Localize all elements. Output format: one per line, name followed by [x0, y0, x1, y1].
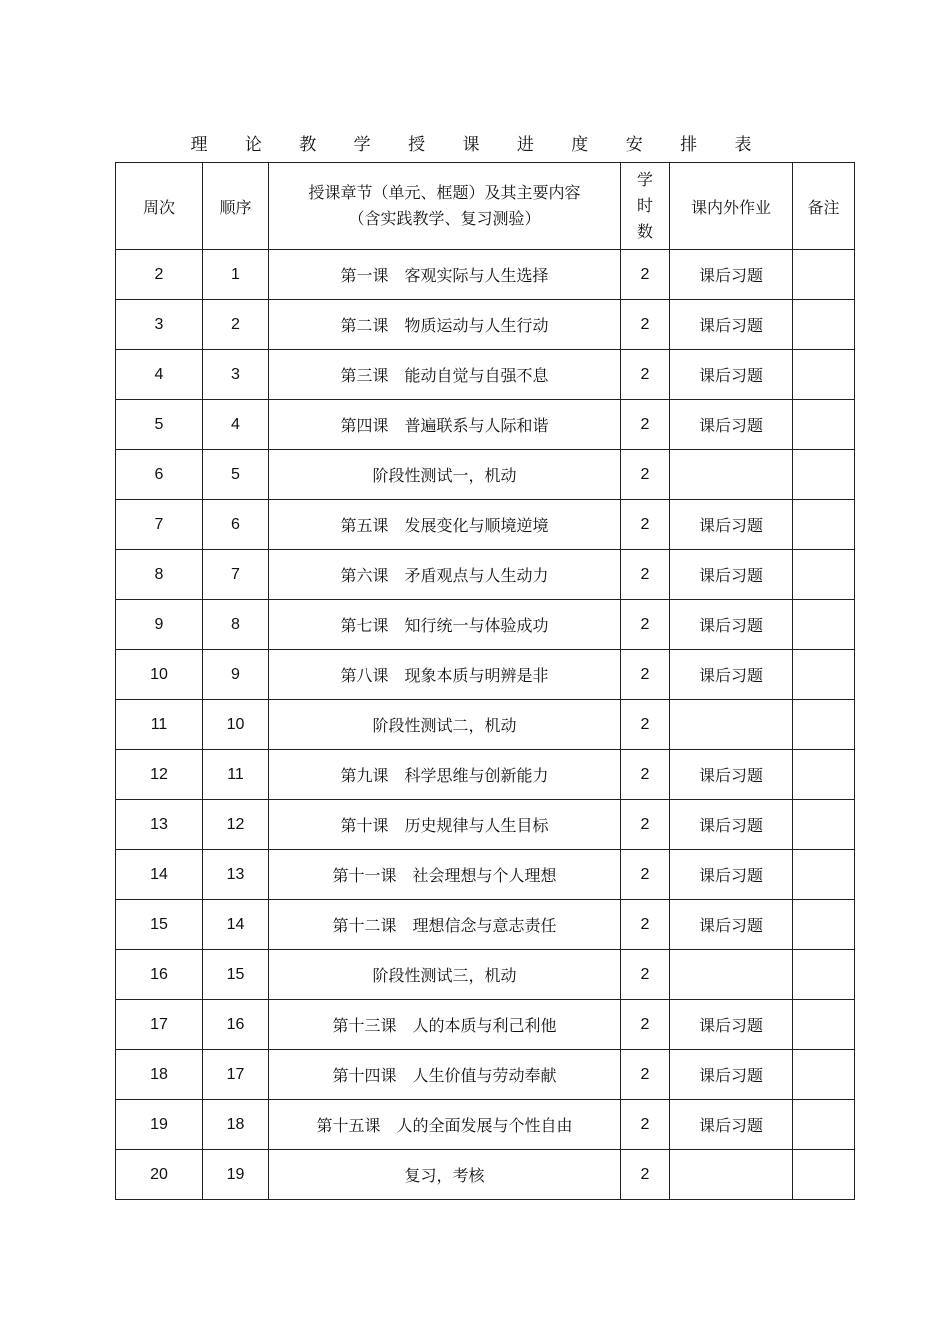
cell-week: 2: [116, 250, 203, 300]
cell-hours: 2: [621, 500, 670, 550]
table-row: [116, 650, 855, 700]
cell-remarks: [793, 450, 855, 500]
cell-order: 18: [203, 1100, 269, 1150]
cell-remarks: [793, 1000, 855, 1050]
cell-week: 7: [116, 500, 203, 550]
cell-week: 20: [116, 1150, 203, 1200]
cell-remarks: [793, 850, 855, 900]
cell-order: 19: [203, 1150, 269, 1200]
cell-hours: 2: [621, 1100, 670, 1150]
cell-hours: 2: [621, 1000, 670, 1050]
cell-hours: 2: [621, 950, 670, 1000]
cell-remarks: [793, 550, 855, 600]
table-row: [116, 350, 855, 400]
cell-content: 复习，考核: [269, 1150, 621, 1200]
table-row: [116, 600, 855, 650]
cell-week: 6: [116, 450, 203, 500]
schedule-table: [115, 162, 855, 1200]
cell-remarks: [793, 650, 855, 700]
cell-homework: 课后习题: [670, 500, 793, 550]
cell-week: 18: [116, 1050, 203, 1100]
cell-remarks: [793, 750, 855, 800]
cell-remarks: [793, 1100, 855, 1150]
cell-content: 阶段性测试二，机动: [269, 700, 621, 750]
cell-week: 4: [116, 350, 203, 400]
cell-order: 9: [203, 650, 269, 700]
cell-remarks: [793, 1050, 855, 1100]
cell-homework: 课后习题: [670, 1100, 793, 1150]
cell-hours: 2: [621, 350, 670, 400]
cell-hours: 2: [621, 700, 670, 750]
cell-hours: 2: [621, 800, 670, 850]
cell-content: 第十一课 社会理想与个人理想: [269, 850, 621, 900]
cell-homework: 课后习题: [670, 350, 793, 400]
cell-hours: 2: [621, 1050, 670, 1100]
table-row: [116, 250, 855, 300]
cell-homework: [670, 950, 793, 1000]
cell-week: 11: [116, 700, 203, 750]
cell-hours: 2: [621, 400, 670, 450]
cell-week: 16: [116, 950, 203, 1000]
cell-homework: [670, 700, 793, 750]
table-row: [116, 800, 855, 850]
cell-content: 第三课 能动自觉与自强不息: [269, 350, 621, 400]
cell-remarks: [793, 700, 855, 750]
cell-homework: [670, 450, 793, 500]
cell-order: 1: [203, 250, 269, 300]
cell-order: 8: [203, 600, 269, 650]
header-content: [269, 163, 621, 250]
header-hours: [621, 163, 670, 250]
table-row: [116, 1150, 855, 1200]
cell-content: 第四课 普遍联系与人际和谐: [269, 400, 621, 450]
cell-order: 12: [203, 800, 269, 850]
table-row: [116, 500, 855, 550]
cell-hours: 2: [621, 750, 670, 800]
cell-content: 第二课 物质运动与人生行动: [269, 300, 621, 350]
cell-week: 3: [116, 300, 203, 350]
cell-week: 15: [116, 900, 203, 950]
header-content-line2: （含实践教学、复习测验）: [348, 209, 541, 228]
header-remarks: 备注: [793, 163, 855, 250]
cell-remarks: [793, 900, 855, 950]
cell-content: 第一课 客观实际与人生选择: [269, 250, 621, 300]
header-week: 周次: [116, 163, 203, 250]
cell-hours: 2: [621, 900, 670, 950]
table-row: [116, 1100, 855, 1150]
cell-content: 第五课 发展变化与顺境逆境: [269, 500, 621, 550]
cell-remarks: [793, 1150, 855, 1200]
cell-order: 2: [203, 300, 269, 350]
cell-week: 17: [116, 1000, 203, 1050]
cell-homework: 课后习题: [670, 800, 793, 850]
cell-content: 第十五课 人的全面发展与个性自由: [269, 1100, 621, 1150]
cell-homework: 课后习题: [670, 900, 793, 950]
cell-order: 6: [203, 500, 269, 550]
cell-homework: 课后习题: [670, 550, 793, 600]
cell-hours: 2: [621, 550, 670, 600]
table-row: [116, 950, 855, 1000]
cell-remarks: [793, 350, 855, 400]
cell-hours: 2: [621, 250, 670, 300]
cell-hours: 2: [621, 300, 670, 350]
cell-homework: [670, 1150, 793, 1200]
cell-content: 阶段性测试一，机动: [269, 450, 621, 500]
cell-homework: 课后习题: [670, 750, 793, 800]
table-row: [116, 1050, 855, 1100]
cell-remarks: [793, 500, 855, 550]
cell-remarks: [793, 300, 855, 350]
cell-week: 10: [116, 650, 203, 700]
table-row: [116, 450, 855, 500]
cell-hours: 2: [621, 650, 670, 700]
cell-order: 16: [203, 1000, 269, 1050]
table-row: [116, 400, 855, 450]
cell-order: 14: [203, 900, 269, 950]
cell-hours: 2: [621, 850, 670, 900]
table-row: [116, 1000, 855, 1050]
schedule-body: [116, 250, 855, 1200]
cell-remarks: [793, 250, 855, 300]
cell-content: 第十四课 人生价值与劳动奉献: [269, 1050, 621, 1100]
cell-content: 第十二课 理想信念与意志责任: [269, 900, 621, 950]
cell-homework: 课后习题: [670, 300, 793, 350]
cell-homework: 课后习题: [670, 250, 793, 300]
table-row: [116, 900, 855, 950]
cell-remarks: [793, 950, 855, 1000]
table-row: [116, 750, 855, 800]
table-row: [116, 700, 855, 750]
cell-hours: 2: [621, 450, 670, 500]
header-hours-char-2: 时: [636, 196, 653, 215]
cell-order: 5: [203, 450, 269, 500]
cell-week: 8: [116, 550, 203, 600]
header-order: 顺序: [203, 163, 269, 250]
cell-order: 3: [203, 350, 269, 400]
cell-week: 5: [116, 400, 203, 450]
cell-homework: 课后习题: [670, 850, 793, 900]
table-row: [116, 300, 855, 350]
cell-order: 11: [203, 750, 269, 800]
cell-homework: 课后习题: [670, 1050, 793, 1100]
cell-content: 第六课 矛盾观点与人生动力: [269, 550, 621, 600]
table-row: [116, 850, 855, 900]
cell-content: 第十课 历史规律与人生目标: [269, 800, 621, 850]
cell-remarks: [793, 800, 855, 850]
cell-content: 第九课 科学思维与创新能力: [269, 750, 621, 800]
header-content-line1: 授课章节（单元、框题）及其主要内容: [308, 183, 581, 202]
cell-order: 4: [203, 400, 269, 450]
table-row: [116, 550, 855, 600]
cell-content: 第七课 知行统一与体验成功: [269, 600, 621, 650]
header-hours-char-1: 学: [636, 170, 653, 189]
cell-homework: 课后习题: [670, 400, 793, 450]
page-title: 理 论 教 学 授 课 进 度 安 排 表: [190, 135, 768, 155]
cell-homework: 课后习题: [670, 650, 793, 700]
cell-week: 9: [116, 600, 203, 650]
cell-content: 阶段性测试三，机动: [269, 950, 621, 1000]
header-hours-char-3: 数: [636, 222, 653, 241]
cell-remarks: [793, 400, 855, 450]
cell-order: 17: [203, 1050, 269, 1100]
cell-order: 7: [203, 550, 269, 600]
cell-week: 19: [116, 1100, 203, 1150]
cell-week: 12: [116, 750, 203, 800]
cell-homework: 课后习题: [670, 600, 793, 650]
cell-order: 13: [203, 850, 269, 900]
cell-week: 14: [116, 850, 203, 900]
cell-order: 10: [203, 700, 269, 750]
header-homework: 课内外作业: [670, 163, 793, 250]
cell-hours: 2: [621, 600, 670, 650]
cell-order: 15: [203, 950, 269, 1000]
header-row: [116, 163, 855, 250]
cell-content: 第十三课 人的本质与利己利他: [269, 1000, 621, 1050]
cell-week: 13: [116, 800, 203, 850]
cell-remarks: [793, 600, 855, 650]
cell-content: 第八课 现象本质与明辨是非: [269, 650, 621, 700]
cell-hours: 2: [621, 1150, 670, 1200]
cell-homework: 课后习题: [670, 1000, 793, 1050]
